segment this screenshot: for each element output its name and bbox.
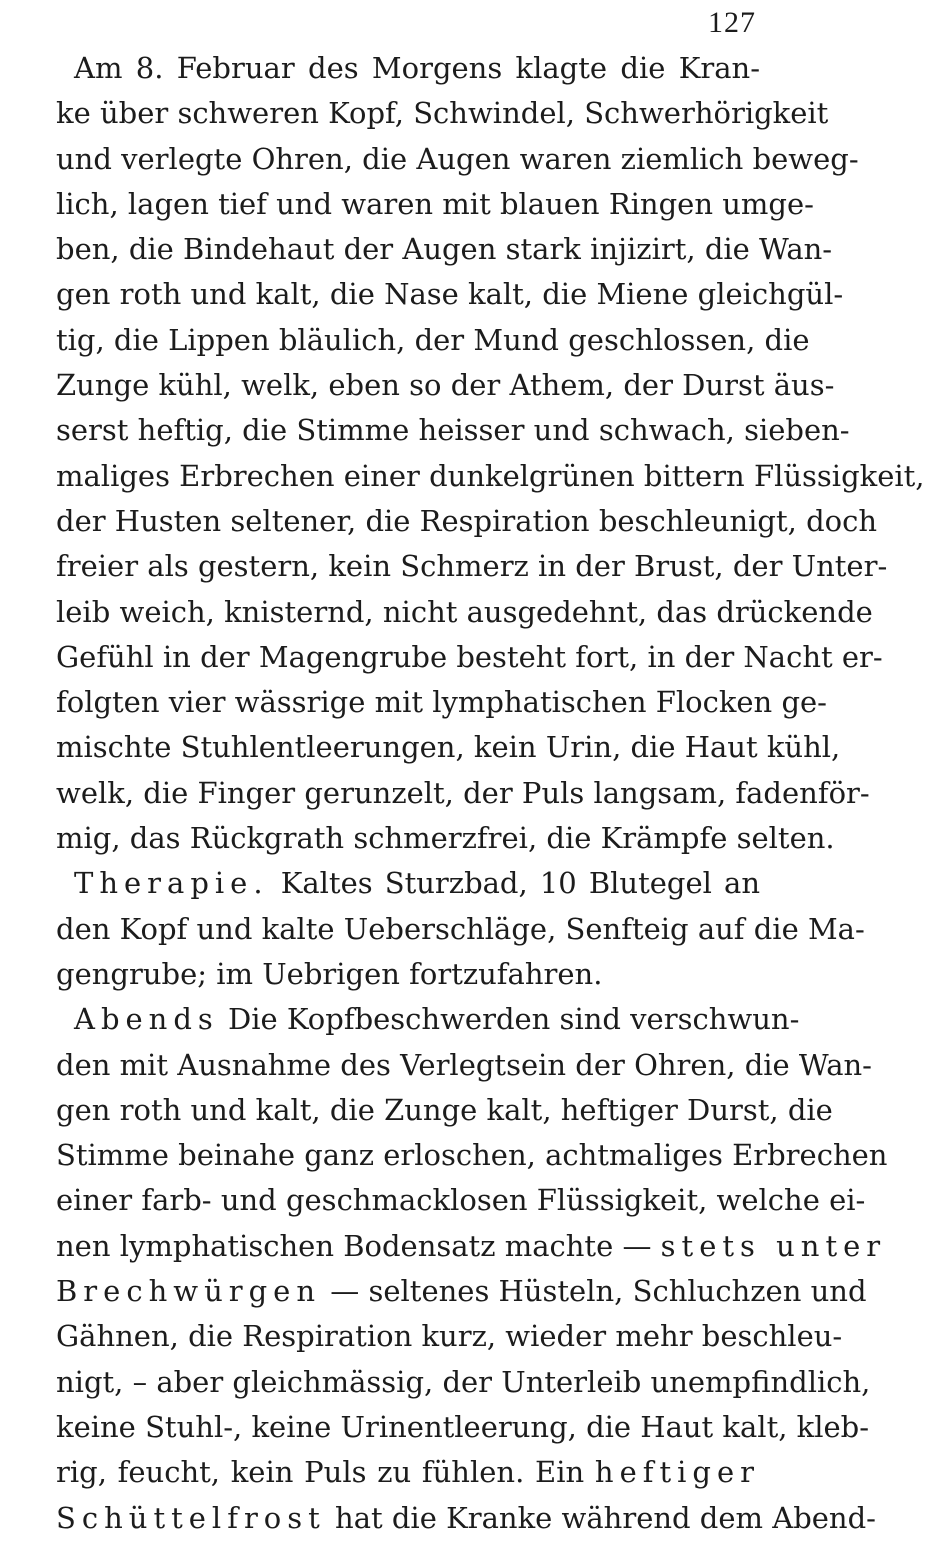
text-line: Am 8. Februar des Morgens klagte die Kran- xyxy=(74,51,760,85)
abends-label: Abends xyxy=(74,1002,219,1037)
text-line xyxy=(56,1450,760,1495)
text-line: gengrube; im Uebrigen fortzufahren. xyxy=(56,956,603,991)
body-text xyxy=(56,46,925,1541)
text-line: einer farb- und geschmacklosen Flüssigkeit, welche ei- xyxy=(56,1183,866,1218)
text-line: lich, lagen tief und waren mit blauen Ringen umge- xyxy=(56,186,814,221)
heftiger-label: heftiger xyxy=(594,1455,760,1490)
therapie-line xyxy=(56,861,760,906)
abends-text: Die Kopfbeschwerden sind verschwun- xyxy=(228,1002,800,1037)
text-line: tig, die Lippen bläulich, der Mund geschlossen, die xyxy=(56,322,810,357)
brechwuergen-label: Brechwürgen xyxy=(56,1274,322,1309)
text-line: gen roth und kalt, die Zunge kalt, heftiger Durst, die xyxy=(56,1092,833,1127)
text-line: welk, die Finger gerunzelt, der Puls langsam, fadenför- xyxy=(56,775,870,810)
abends-line xyxy=(56,997,800,1042)
text-line: ke über schweren Kopf, Schwindel, Schwerhörigkeit xyxy=(56,96,829,131)
text-line: Gähnen, die Respiration kurz, wieder mehr beschleu- xyxy=(56,1319,843,1354)
text-line: Stimme beinahe ganz erloschen, achtmaliges Erbrechen xyxy=(56,1138,888,1173)
therapie-label: Therapie. xyxy=(74,866,269,901)
abends-text: nen lymphatischen Bodensatz machte — xyxy=(56,1228,652,1263)
text-line: den mit Ausnahme des Verlegtsein der Ohren, die Wan- xyxy=(56,1047,872,1082)
abends-text: hat die Kranke während dem Abend- xyxy=(335,1500,876,1535)
text-line: folgten vier wässrige mit lymphatischen Flocken ge- xyxy=(56,685,827,720)
text-line xyxy=(56,1496,876,1541)
text-line: gen roth und kalt, die Nase kalt, die Miene gleichgül- xyxy=(56,277,844,312)
text-line xyxy=(56,1224,887,1269)
text-line: der Husten seltener, die Respiration beschleunigt, doch xyxy=(56,503,878,538)
text-line: keine Stuhl-, keine Urinentleerung, die Haut kalt, kleb- xyxy=(56,1409,870,1444)
text-line: maliges Erbrechen einer dunkelgrünen bittern Flüssigkeit, xyxy=(56,458,925,493)
schuettelfrost-label: Schüttelfrost xyxy=(56,1500,326,1535)
stets-label: stets unter xyxy=(660,1228,887,1263)
text-line: mig, das Rückgrath schmerzfrei, die Krämpfe selten. xyxy=(56,821,835,856)
text-line: Gefühl in der Magengrube besteht fort, in der Nacht er- xyxy=(56,639,883,674)
text-line: serst heftig, die Stimme heisser und schwach, sieben- xyxy=(56,413,850,448)
text-line: ben, die Bindehaut der Augen stark injizirt, die Wan- xyxy=(56,232,833,267)
text-line: leib weich, knisternd, nicht ausgedehnt, das drückende xyxy=(56,594,873,629)
text-line xyxy=(56,1269,867,1314)
therapie-text: Kaltes Sturzbad, 10 Blutegel an xyxy=(280,866,760,901)
text-line: mischte Stuhlentleerungen, kein Urin, die Haut kühl, xyxy=(56,730,841,765)
text-line: und verlegte Ohren, die Augen waren ziemlich beweg- xyxy=(56,141,859,176)
text-line: freier als gestern, kein Schmerz in der Brust, der Unter- xyxy=(56,549,888,584)
text-line: Zunge kühl, welk, eben so der Athem, der Durst äus- xyxy=(56,368,835,403)
page-number: 127 xyxy=(708,6,756,39)
abends-text: rig, feucht, kein Puls zu fühlen. Ein xyxy=(56,1455,585,1490)
text-line: den Kopf und kalte Ueberschläge, Senfteig auf die Ma- xyxy=(56,911,865,946)
text-line: nigt, – aber gleichmässig, der Unterleib unempfindlich, xyxy=(56,1364,871,1399)
abends-text: — seltenes Hüsteln, Schluchzen und xyxy=(330,1274,867,1309)
